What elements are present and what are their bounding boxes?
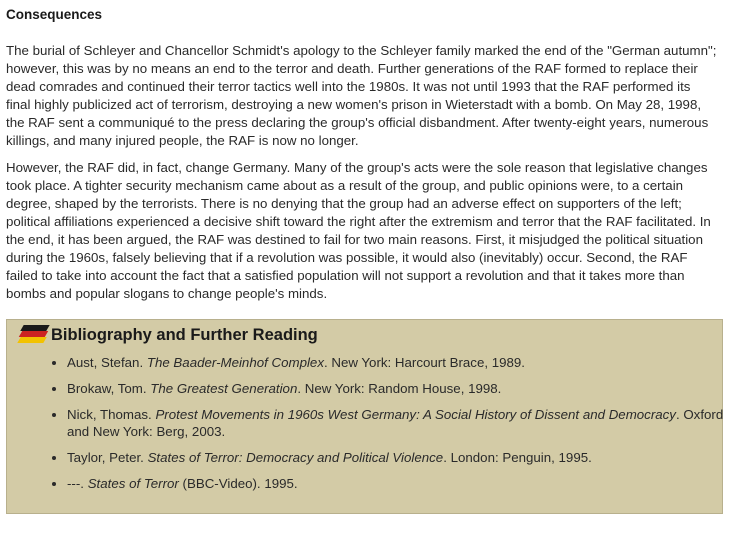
section-heading: Consequences (6, 7, 103, 22)
entry-title: The Greatest Generation (150, 381, 298, 396)
entry-publisher: (BBC-Video). 1995. (178, 475, 298, 491)
entry-author: ---. (67, 475, 88, 491)
bibliography-title: Bibliography and Further Reading (51, 326, 318, 344)
flag-stripe-black (20, 325, 49, 331)
entry-title: The Baader-Meinhof Complex (146, 355, 324, 370)
entry-title: States of Terror (87, 475, 179, 491)
bibliography-entry (67, 381, 727, 398)
entry-publisher: . New York: Harcourt Brace, 1989. (323, 355, 525, 370)
entry-publisher: . New York: Random House, 1998. (297, 381, 502, 396)
paragraph-consequences: The burial of Schleyer and Chancellor Schmidt's apology to the Schleyer family marked the end of the "German autumn"; however, this was by no means an end to the terror and death. Further generations of the RAF formed to replace their dead comrades and continued their terror tactics well into the 1980s. It was not until 1993 that the RAF performed its final highly publicized act of terrorism, destroying a new women's prison in Wieterstadt with a bomb. On May 28, 1998, the RAF sent a communiqué to the press declaring the group's official disbandment. After twenty-eight years, numerous killings, and many injured people, the RAF is now no longer. (6, 43, 717, 149)
entry-author: Brokaw, Tom. (67, 381, 151, 396)
article-content (6, 0, 718, 303)
flag-stripe-gold (17, 337, 46, 343)
entry-author: Nick, Thomas. (67, 407, 156, 422)
entry-publisher: . Oxford and New York: Berg, 2003. (67, 407, 724, 439)
bibliography-list (51, 355, 727, 502)
bibliography-entry (67, 407, 727, 440)
bibliography-box (6, 319, 723, 514)
paragraph-impact: However, the RAF did, in fact, change Germany. Many of the group's acts were the sole reason that legislative changes took place. A tighter security mechanism came about as a result of the group, and public opinions were, to a certain degree, shaped by the terrorists. There is no denying that the group had an adverse effect on supporters of the left; political affiliations experienced a decisive shift toward the right after the extremism and terror that the RAF facilitated. In the end, it has been argued, the RAF was destined to fail for two main reasons. First, it misjudged the political situation during the 1960s, falsely believing that if a revolution was possible, it would also (inevitably) occur. Second, the RAF failed to take into account the fact that a satisfied population will not support a revolution and that it takes more than bombs and popular slogans to change people's minds. (6, 159, 711, 302)
bibliography-entry (67, 476, 727, 493)
german-flag-icon (12, 321, 56, 351)
entry-publisher: . London: Penguin, 1995. (443, 449, 592, 465)
entry-title: States of Terror: Democracy and Political Violence (147, 449, 444, 465)
entry-author: Aust, Stefan. (67, 355, 147, 370)
bibliography-entry (67, 355, 727, 372)
bibliography-entry (67, 450, 727, 467)
flag-stripe-red (19, 331, 48, 337)
entry-title: Protest Movements in 1960s West Germany: A Social History of Dissent and Democracy (155, 407, 676, 422)
entry-author: Taylor, Peter. (67, 449, 148, 465)
